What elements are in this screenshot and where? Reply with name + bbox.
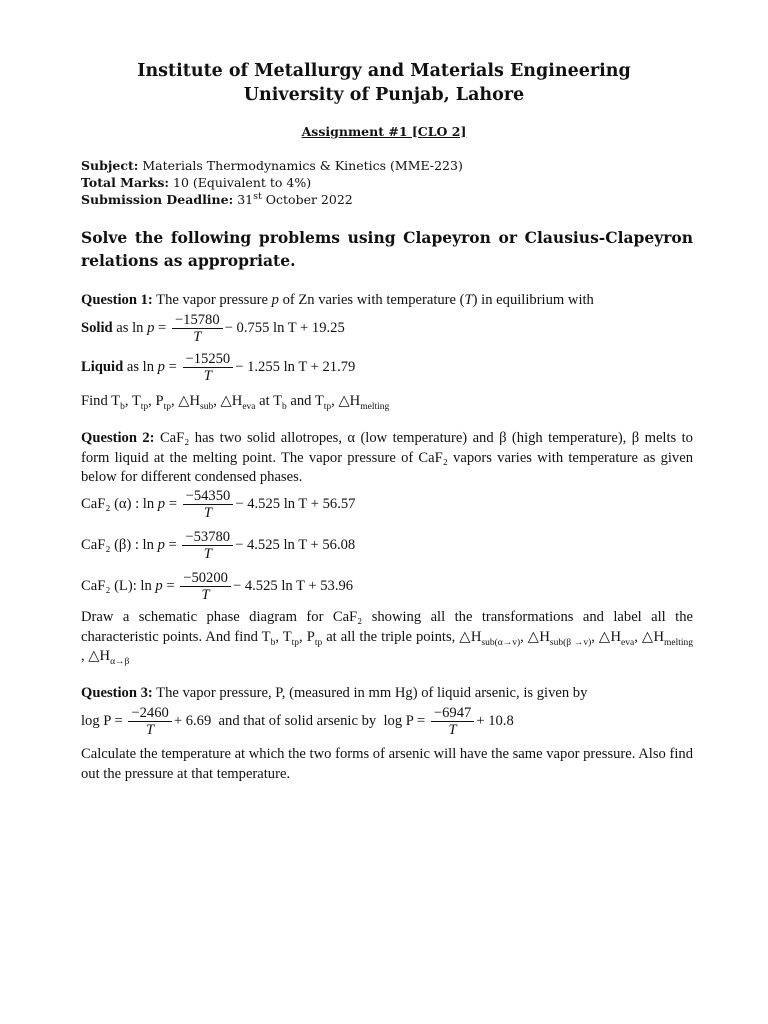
q1-find-part: melting bbox=[360, 401, 390, 412]
eq2-left: log P = bbox=[383, 712, 429, 729]
liquid-rest: − 1.255 ln T + 21.79 bbox=[235, 358, 356, 375]
q1-p: p bbox=[271, 292, 279, 308]
q2-draw-part: , P bbox=[299, 628, 315, 645]
q1-find-part: at T bbox=[255, 393, 282, 409]
institute-title: Institute of Metallurgy and Materials Engineering bbox=[137, 61, 631, 81]
deadline-label: Submission Deadline: bbox=[81, 192, 234, 207]
q1-intro bbox=[81, 292, 594, 309]
solid-fraction bbox=[172, 312, 223, 345]
q2-liquid-equation: CaF₂ (L): ln p = $\frac{-50200}{T}$ − 4.525 ln T + 53.96 bbox=[81, 570, 354, 603]
q2-alpha-equation: CaF₂ (α) : ln p = $\frac{-54350}{T}$ − 4.525 ln T + 56.57 bbox=[81, 488, 356, 521]
q3-closing: Calculate the temperature at which the two forms of arsenic will have the same vapor pressure. Also find out the pressure at that temperature. bbox=[81, 746, 693, 782]
q2-draw-part: b bbox=[270, 637, 276, 648]
eq2-rest: + 10.8 bbox=[476, 712, 514, 729]
liquid-numerator: −15250 bbox=[183, 351, 234, 368]
eq1-rest: + 6.69 bbox=[173, 712, 212, 729]
beta-rest: − 4.525 ln T + 56.08 bbox=[235, 536, 356, 553]
solid-rest: − 0.755 ln T + 19.25 bbox=[224, 319, 345, 336]
solid-label: Solid bbox=[81, 319, 113, 336]
caf2-liquid-fraction bbox=[180, 570, 231, 603]
q2-draw-instructions bbox=[81, 608, 693, 667]
eq2-fraction bbox=[431, 705, 474, 738]
solid-denominator: T bbox=[193, 329, 202, 345]
q2-intro bbox=[81, 429, 693, 488]
eq1-fraction bbox=[128, 705, 171, 738]
q1-find-part: eva bbox=[242, 401, 256, 412]
q2-draw-part: , T bbox=[275, 628, 292, 645]
caf2-liquid-rest: − 4.525 ln T + 53.96 bbox=[232, 577, 354, 594]
marks-label: Total Marks: bbox=[81, 175, 170, 190]
subject-value: Materials Thermodynamics & Kinetics (MME-223) bbox=[138, 158, 463, 173]
q2-beta-equation: CaF₂ (β) : ln p = $\frac{-53780}{T}$ − 4.525 ln T + 56.08 bbox=[81, 529, 356, 562]
deadline-line bbox=[81, 192, 353, 207]
q2-text: CaF₂ has two solid allotropes, α (low temperature) and β (high temperature), β melts to form liquid at the melting point. The vapor pressure of CaF₂ vapors varies with temperature as given below for different condensed phases. bbox=[81, 430, 693, 485]
q2-draw-part: at all the triple points, △H bbox=[322, 628, 482, 645]
q1-find-part: , △H bbox=[331, 393, 361, 409]
eq1-denominator: T bbox=[146, 722, 155, 738]
alpha-label: CaF₂ (α) : ln bbox=[81, 495, 158, 512]
beta-fraction bbox=[182, 529, 233, 562]
alpha-numerator: −54350 bbox=[183, 488, 234, 505]
q1-find-part: tp bbox=[323, 401, 332, 412]
q1-find-part: tp bbox=[163, 401, 171, 412]
marks-line bbox=[81, 175, 311, 190]
q2-draw-part: , △H bbox=[634, 628, 664, 645]
q3-label: Question 3: bbox=[81, 685, 153, 701]
liquid-label: Liquid bbox=[81, 358, 124, 375]
q2-draw-part: , △H bbox=[81, 648, 111, 664]
q2-draw-part: , △H bbox=[520, 628, 550, 645]
caf2-liquid-numerator: −50200 bbox=[180, 570, 231, 587]
q2-draw: Draw a schematic phase diagram for CaF₂ showing all the transformations and label all the characteristic points. And find T bbox=[81, 609, 693, 645]
q2-draw-part: sub(α→v) bbox=[481, 637, 521, 648]
liquid-denominator: T bbox=[203, 368, 212, 384]
q1-find-part: and T bbox=[286, 393, 324, 409]
beta-denominator: T bbox=[203, 546, 212, 562]
assignment-title: Assignment #1 [CLO 2] bbox=[301, 124, 467, 139]
subject-label: Subject: bbox=[81, 158, 139, 173]
alpha-fraction bbox=[183, 488, 234, 521]
instructions: Solve the following problems using Clapeyron or Clausius-Clapeyron relations as appropriate. bbox=[81, 228, 693, 270]
deadline-rest: October 2022 bbox=[261, 192, 353, 207]
deadline-day: 31 bbox=[233, 192, 254, 207]
q1-text-a: The vapor pressure bbox=[152, 292, 272, 308]
q2-draw-part: α→β bbox=[110, 656, 130, 667]
q1-find-part: , T bbox=[124, 393, 141, 409]
q2-draw-part: sub(β →v) bbox=[549, 637, 592, 648]
q1-find-part: , △H bbox=[170, 393, 201, 409]
eq2-numerator: −6947 bbox=[431, 705, 474, 722]
q2-label: Question 2: bbox=[81, 430, 155, 446]
q3-equations bbox=[81, 705, 514, 738]
q1-label: Question 1: bbox=[81, 292, 153, 308]
q3-text: The vapor pressure, P, (measured in mm Hg) of liquid arsenic, is given by bbox=[152, 685, 588, 701]
caf2-liquid-denominator: T bbox=[201, 587, 210, 603]
liquid-as: as ln bbox=[123, 358, 158, 375]
q1-text-c: ) in equilibrium with bbox=[472, 292, 594, 308]
q2-draw-part: tp bbox=[291, 637, 300, 648]
q2-draw-part: eva bbox=[621, 637, 635, 648]
q2-draw-part: , △H bbox=[591, 628, 622, 645]
q1-find-part: sub bbox=[200, 401, 214, 412]
q2-draw-part: melting bbox=[663, 637, 694, 648]
liquid-fraction bbox=[183, 351, 234, 384]
caf2-liquid-label: CaF₂ (L): ln bbox=[81, 577, 156, 594]
q1-find-part: , P bbox=[148, 393, 164, 409]
solid-as: as ln bbox=[112, 319, 148, 336]
q3-intro bbox=[81, 685, 587, 702]
marks-value: 10 (Equivalent to 4%) bbox=[169, 175, 312, 190]
alpha-denominator: T bbox=[203, 505, 213, 521]
q1-solid-equation: Solid as ln p = $\frac{-15780}{T}$ − 0.755 ln T + 19.25 bbox=[81, 312, 345, 345]
q1-find-line bbox=[81, 392, 389, 410]
q1-find-part: tp bbox=[140, 401, 149, 412]
q1-find-part: b bbox=[120, 401, 125, 412]
solid-numerator: −15780 bbox=[172, 312, 223, 329]
q1-T: T bbox=[464, 292, 473, 308]
q1-find-part: b bbox=[281, 401, 287, 412]
eq1-left: log P = bbox=[81, 712, 127, 729]
q2-draw-part: tp bbox=[314, 637, 323, 648]
deadline-suffix: st bbox=[253, 190, 262, 202]
q1-liquid-equation: Liquid as ln p = $\frac{-15250}{T}$ − 1.255 ln T + 21.79 bbox=[81, 351, 356, 384]
q1-text-b: of Zn varies with temperature ( bbox=[278, 292, 465, 308]
university-title: University of Punjab, Lahore bbox=[243, 85, 525, 105]
beta-numerator: −53780 bbox=[182, 529, 233, 546]
q3-middle: and that of solid arsenic by bbox=[211, 712, 384, 729]
eq2-denominator: T bbox=[448, 722, 457, 738]
alpha-rest: − 4.525 ln T + 56.57 bbox=[235, 495, 356, 512]
q1-find: Find T bbox=[81, 393, 121, 409]
subject-line bbox=[81, 158, 463, 173]
beta-label: CaF₂ (β) : ln bbox=[81, 536, 158, 553]
eq1-numerator: −2460 bbox=[128, 705, 171, 722]
q1-find-part: , △H bbox=[213, 393, 243, 409]
